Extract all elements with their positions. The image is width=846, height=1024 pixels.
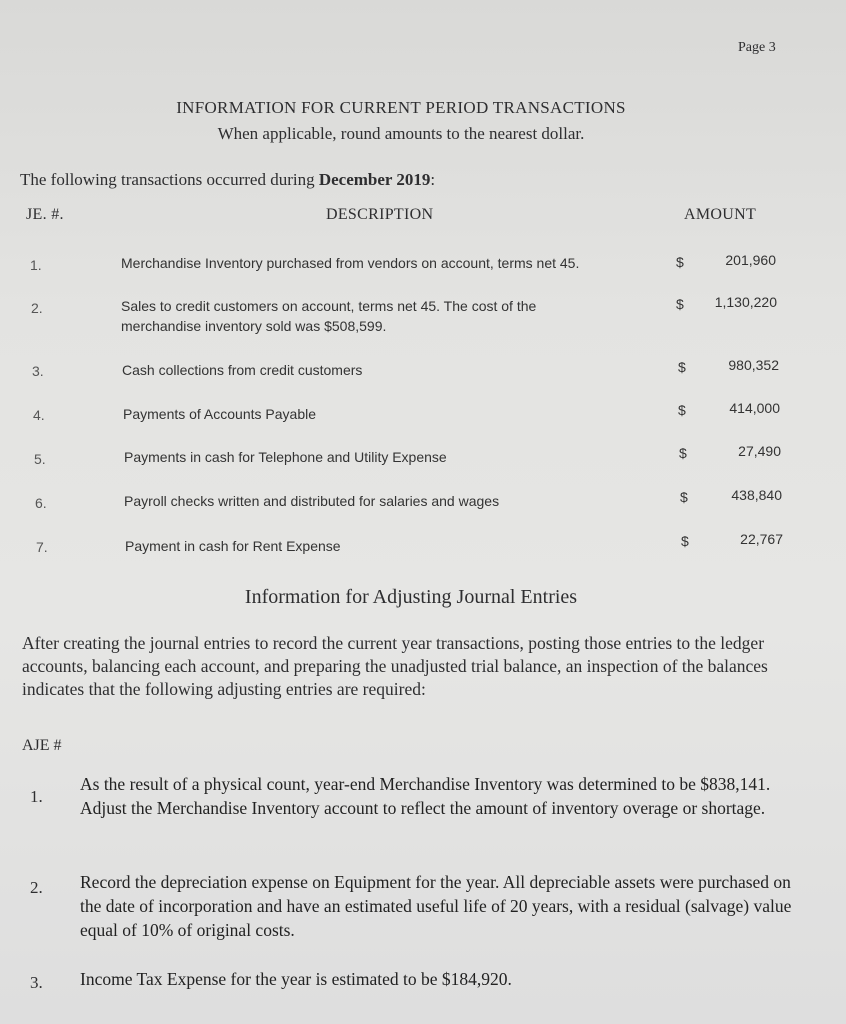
adjusting-intro-paragraph: After creating the journal entries to record the current year transactions, posting those entries to the ledger accounts, balancing each account, and preparing the unadjusted trial balance, an inspection of the balances indicates that the following adjusting entries are required: — [22, 633, 768, 699]
row-7-amount: 22,767 — [740, 531, 783, 547]
aje-2-number: 2. — [30, 878, 43, 897]
row-7-dollar-sign: $ — [681, 533, 689, 549]
aje-2-text: Record the depreciation expense on Equipment for the year. All depreciable assets were purchased on the date of incorporation and have an estimated useful life of 20 years, with a residual (salvage) value equal of 10% of original costs. — [80, 872, 792, 940]
header-amount: AMOUNT — [684, 206, 757, 223]
row-3-dollar-sign: $ — [678, 359, 686, 375]
row-4-amount: 414,000 — [729, 400, 780, 416]
row-1-dollar-sign: $ — [676, 254, 684, 270]
row-6-amount: 438,840 — [731, 487, 782, 503]
row-1-description: Merchandise Inventory purchased from vendors on account, terms net 45. — [121, 255, 580, 271]
row-2-dollar-sign: $ — [676, 296, 684, 312]
row-2-number: 2. — [31, 300, 43, 316]
row-5-description: Payments in cash for Telephone and Utility Expense — [124, 449, 447, 465]
row-5-number: 5. — [34, 451, 46, 467]
header-description: DESCRIPTION — [326, 206, 434, 223]
row-1-amount: 201,960 — [725, 252, 776, 268]
page-number: Page 3 — [738, 40, 776, 55]
row-1-number: 1. — [30, 257, 42, 273]
aje-1-text: As the result of a physical count, year-end Merchandise Inventory was determined to be $838,141. Adjust the Merchandise Inventory account to reflect the amount of inventory overage or shortage. — [80, 774, 771, 818]
aje-1-number: 1. — [30, 787, 43, 806]
row-6-number: 6. — [35, 495, 47, 511]
intro-line: The following transactions occurred during December 2019: — [20, 170, 436, 189]
row-3-number: 3. — [32, 363, 44, 379]
row-7-description: Payment in cash for Rent Expense — [125, 538, 341, 554]
section-heading: Information for Adjusting Journal Entries — [244, 586, 578, 608]
intro-period: December 2019 — [318, 170, 431, 189]
aje-3-number: 3. — [30, 973, 43, 992]
row-4-description: Payments of Accounts Payable — [123, 406, 316, 422]
document-title: INFORMATION FOR CURRENT PERIOD TRANSACTIONS — [176, 98, 626, 117]
aje-header: AJE # — [22, 737, 62, 754]
header-je-number: JE. #. — [26, 206, 64, 223]
row-4-number: 4. — [33, 407, 45, 423]
row-6-dollar-sign: $ — [680, 489, 688, 505]
aje-3-text: Income Tax Expense for the year is estimated to be $184,920. — [80, 969, 512, 989]
document-subtitle: When applicable, round amounts to the nearest dollar. — [217, 124, 585, 143]
row-3-amount: 980,352 — [728, 357, 779, 373]
row-2-description: Sales to credit customers on account, terms net 45. The cost of the merchandise inventory sold was $508,599. — [121, 298, 537, 334]
row-6-description: Payroll checks written and distributed for salaries and wages — [124, 493, 500, 509]
row-7-number: 7. — [36, 539, 48, 555]
row-2-amount: 1,130,220 — [714, 294, 777, 310]
row-3-description: Cash collections from credit customers — [122, 362, 363, 378]
row-5-dollar-sign: $ — [679, 445, 687, 461]
row-4-dollar-sign: $ — [678, 402, 686, 418]
row-5-amount: 27,490 — [738, 443, 781, 459]
